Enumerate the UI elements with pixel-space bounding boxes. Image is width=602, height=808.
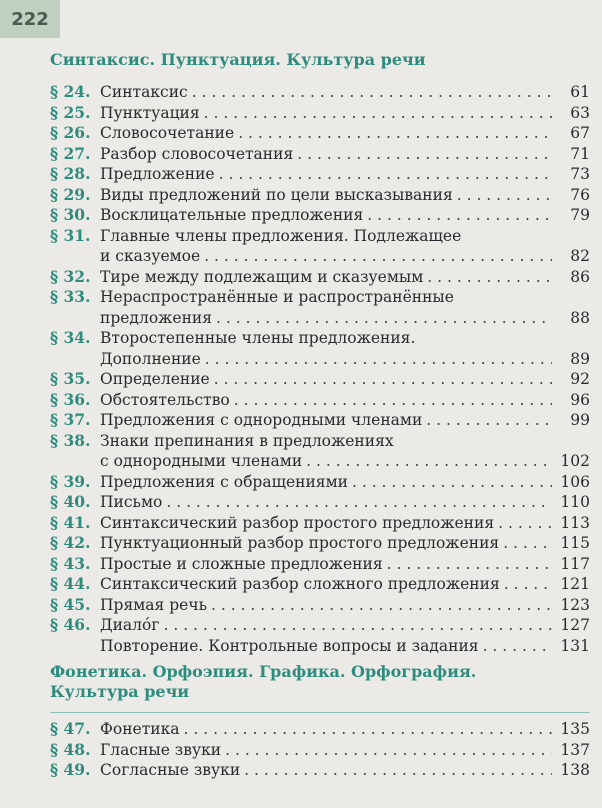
section-title-line: Фонетика. Орфоэпия. Графика. Орфография. (50, 662, 477, 681)
toc-entry (50, 185, 590, 206)
entry-title-line: Обстоятельство (100, 390, 230, 409)
entry-title-line: Виды предложений по цели высказывания (100, 185, 453, 204)
toc-entry (50, 492, 590, 513)
dot-leader (216, 308, 552, 329)
paragraph-number: § 29. (50, 184, 91, 204)
dot-leader (306, 451, 552, 472)
entry-title-line: Прямая речь (100, 595, 208, 614)
page-ref: 121 (560, 575, 590, 593)
dot-leader (352, 472, 552, 493)
page-ref: 61 (570, 83, 590, 101)
entry-body (100, 328, 590, 369)
paragraph-number: § 33. (50, 287, 91, 306)
entry-title-line: Диалóг (100, 616, 160, 634)
page-ref: 88 (570, 308, 590, 327)
entry-last-line (100, 205, 590, 226)
entry-title-line: Предложения с обращениями (100, 472, 348, 491)
page-ref: 135 (560, 720, 590, 738)
paragraph-number: § 25. (50, 102, 91, 122)
toc-entry (50, 615, 590, 636)
toc-entry (50, 226, 590, 267)
toc-entry (50, 740, 590, 761)
entry-last-line (100, 492, 590, 513)
dot-leader (483, 636, 552, 657)
entry-title-line: Согласные звуки (100, 761, 241, 779)
entry-title-line: Тире между подлежащим и сказуемым (100, 267, 424, 286)
entry-last-line (100, 636, 590, 657)
entry-last-line (100, 390, 590, 411)
entry-body (100, 615, 590, 636)
entry-last-line (100, 164, 590, 185)
entry-last-line (100, 472, 590, 493)
entry-last-line (100, 308, 590, 329)
entry-body (100, 369, 590, 390)
page-ref: 89 (570, 349, 590, 368)
entry-body (100, 472, 590, 493)
entry-title-line: Предложение (100, 165, 215, 183)
entry-body (100, 82, 590, 103)
entry-body (100, 287, 590, 328)
page-ref: 117 (560, 554, 590, 573)
page-ref: 115 (560, 534, 590, 552)
paragraph-number: § 43. (50, 553, 91, 573)
entry-body (100, 554, 590, 575)
dot-leader (204, 103, 552, 124)
toc-entry (50, 205, 590, 226)
toc-entry (50, 719, 590, 740)
paragraph-number: § 34. (50, 328, 91, 347)
paragraph-number: § 38. (50, 430, 91, 450)
entry-body (100, 740, 590, 761)
dot-leader (163, 615, 552, 636)
entry-title-line: Пунктуация (100, 103, 200, 122)
toc-entry (50, 287, 590, 328)
dot-leader (367, 205, 552, 226)
dot-leader (427, 267, 552, 288)
entry-body (100, 431, 590, 472)
entry-title-line: Дополнение (100, 349, 201, 368)
dot-leader (204, 246, 552, 267)
entry-title-line: Разбор словосочетания (100, 144, 294, 163)
entry-body (100, 719, 590, 740)
paragraph-number: § 26. (50, 123, 91, 142)
paragraph-number: § 35. (50, 369, 91, 388)
entry-last-line (100, 349, 590, 370)
entry-body (100, 595, 590, 616)
entry-body (100, 390, 590, 411)
dot-leader (387, 554, 552, 575)
paragraph-number: § 30. (50, 205, 91, 224)
table-of-contents (50, 50, 590, 781)
page-ref: 76 (570, 185, 590, 204)
entry-body (100, 636, 590, 657)
dot-leader (234, 390, 552, 411)
entry-body (100, 533, 590, 554)
paragraph-number: § 46. (50, 615, 91, 634)
entry-title-line: Синтаксический разбор простого предложения (100, 513, 495, 532)
toc-entry (50, 760, 590, 781)
entry-title-line: Предложения с однородными членами (100, 411, 423, 429)
dot-leader (503, 533, 552, 554)
toc-entry (50, 144, 590, 165)
entry-title-line: Нераспространённые и распространённые (100, 288, 454, 306)
entry-last-line (100, 760, 590, 781)
entry-last-line (100, 513, 590, 534)
entry-title-line: Синтаксис (100, 83, 188, 101)
entry-last-line (100, 451, 590, 472)
toc-entry (50, 574, 590, 595)
entry-body (100, 205, 590, 226)
dot-leader (214, 369, 552, 390)
entry-body (100, 226, 590, 267)
dot-leader (426, 410, 552, 431)
entry-body (100, 123, 590, 144)
entry-title-line: Пунктуационный разбор простого предложения (100, 534, 500, 552)
page-ref: 82 (570, 247, 590, 265)
entry-title-line: Второстепенные члены предложения. (100, 329, 416, 347)
syntax-entries-list (50, 82, 590, 656)
page-ref: 137 (560, 740, 590, 759)
entry-last-line (100, 740, 590, 761)
paragraph-number: § 32. (50, 266, 91, 286)
entry-last-line (100, 144, 590, 165)
entry-body (100, 760, 590, 781)
dot-leader (219, 164, 552, 185)
entry-last-line (100, 103, 590, 124)
entry-body (100, 144, 590, 165)
toc-entry (50, 82, 590, 103)
page-ref: 138 (560, 761, 590, 779)
toc-entry (50, 513, 590, 534)
page-ref: 63 (570, 103, 590, 122)
entry-last-line (100, 267, 590, 288)
paragraph-number: § 41. (50, 512, 91, 532)
section-title-line: Культура речи (50, 682, 190, 701)
toc-entry (50, 369, 590, 390)
entry-title-line: Повторение. Контрольные вопросы и задания (100, 636, 479, 655)
toc-entry (50, 410, 590, 431)
dot-leader (205, 349, 552, 370)
toc-entry (50, 123, 590, 144)
page-ref: 92 (570, 370, 590, 388)
dot-leader (225, 740, 552, 761)
toc-entry (50, 554, 590, 575)
dot-leader (192, 82, 552, 103)
phonetics-entries-list (50, 719, 590, 781)
dot-leader (504, 574, 552, 595)
entry-title-line: Гласные звуки (100, 740, 222, 759)
entry-last-line (100, 410, 590, 431)
dot-leader (211, 595, 552, 616)
paragraph-number: § 42. (50, 533, 91, 552)
entry-last-line (100, 123, 590, 144)
toc-entry (50, 103, 590, 124)
entry-body (100, 103, 590, 124)
entry-title-line: с однородными членами (100, 452, 303, 470)
page-ref: 131 (560, 636, 590, 655)
dot-leader (297, 144, 552, 165)
entry-title-line: Словосочетание (100, 124, 235, 142)
dot-leader (457, 185, 552, 206)
toc-entry (50, 267, 590, 288)
paragraph-number: § 37. (50, 410, 91, 429)
page-ref: 96 (570, 390, 590, 409)
toc-entry (50, 472, 590, 493)
dot-leader (244, 760, 552, 781)
page-number: 222 (0, 0, 60, 38)
page-ref: 71 (570, 144, 590, 163)
page-ref: 73 (570, 165, 590, 183)
page-ref: 99 (570, 411, 590, 429)
page-ref: 123 (560, 595, 590, 614)
toc-entry (50, 636, 590, 657)
entry-body (100, 410, 590, 431)
entry-title-line: предложения (100, 308, 213, 327)
entry-body (100, 492, 590, 513)
paragraph-number: § 49. (50, 760, 91, 779)
page-ref: 127 (560, 616, 590, 634)
paragraph-number: § 31. (50, 225, 91, 245)
entry-last-line (100, 719, 590, 740)
paragraph-number: § 47. (50, 719, 91, 738)
entry-last-line (100, 554, 590, 575)
paragraph-number: § 27. (50, 143, 91, 163)
page-ref: 102 (560, 452, 590, 470)
paragraph-number: § 28. (50, 164, 91, 183)
toc-entry (50, 431, 590, 472)
entry-title-line: Восклицательные предложения (100, 206, 364, 224)
page-ref: 86 (570, 267, 590, 286)
entry-last-line (100, 574, 590, 595)
entry-title-line: Простые и сложные предложения (100, 554, 383, 573)
entry-body (100, 267, 590, 288)
paragraph-number: § 24. (50, 82, 91, 101)
entry-body (100, 164, 590, 185)
entry-last-line (100, 369, 590, 390)
paragraph-number: § 44. (50, 574, 91, 593)
section-title-syntax: Синтаксис. Пунктуация. Культура речи (50, 50, 426, 69)
entry-last-line (100, 615, 590, 636)
section-title-phonetics (50, 662, 590, 702)
dot-leader (498, 513, 552, 534)
page-ref: 79 (570, 206, 590, 224)
toc-entry (50, 533, 590, 554)
toc-entry (50, 328, 590, 369)
section-divider (50, 712, 590, 713)
paragraph-number: § 39. (50, 471, 91, 491)
entry-title-line: Определение (100, 370, 210, 388)
entry-body (100, 574, 590, 595)
paragraph-number: § 45. (50, 594, 91, 614)
entry-body (100, 185, 590, 206)
dot-leader (166, 492, 552, 513)
page-ref: 106 (560, 472, 590, 491)
page-ref: 113 (560, 513, 590, 532)
paragraph-number: § 48. (50, 739, 91, 759)
entry-title-line: и сказуемое (100, 247, 201, 265)
paragraph-number: § 40. (50, 492, 91, 511)
paragraph-number: § 36. (50, 389, 91, 409)
entry-title-line: Главные члены предложения. Подлежащее (100, 226, 462, 245)
dot-leader (238, 123, 552, 144)
toc-entry (50, 164, 590, 185)
entry-title-line: Знаки препинания в предложениях (100, 431, 394, 450)
entry-last-line (100, 533, 590, 554)
toc-entry (50, 595, 590, 616)
page-ref: 67 (570, 124, 590, 142)
entry-title-line: Письмо (100, 493, 163, 511)
entry-last-line (100, 595, 590, 616)
page-ref: 110 (560, 493, 590, 511)
toc-entry (50, 390, 590, 411)
entry-last-line (100, 246, 590, 267)
entry-title-line: Фонетика (100, 720, 180, 738)
entry-last-line (100, 82, 590, 103)
entry-title-line: Синтаксический разбор сложного предложения (100, 575, 500, 593)
dot-leader (184, 719, 552, 740)
entry-body (100, 513, 590, 534)
entry-last-line (100, 185, 590, 206)
